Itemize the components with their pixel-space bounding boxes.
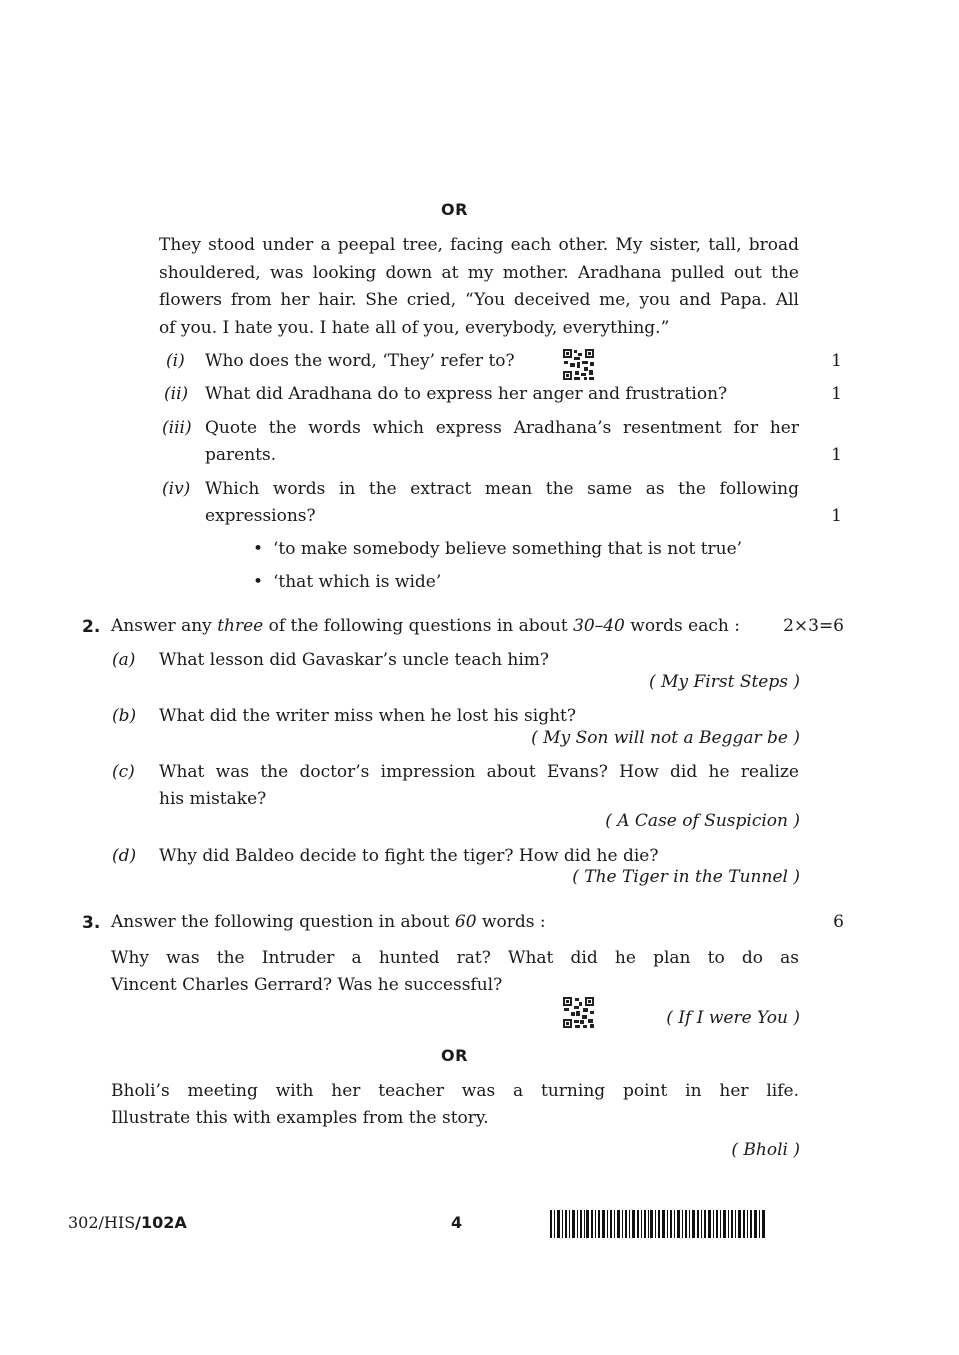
- extract-line: of you. I hate you. I hate all of you, everybody, everything.”: [159, 317, 670, 338]
- question-number: 2.: [82, 617, 101, 637]
- question-label: (iv): [162, 479, 191, 499]
- part-label: (d): [112, 846, 137, 866]
- extract-paragraph: [159, 232, 799, 342]
- part-text: What was the doctor’s impression about Evans? How did he realize: [159, 762, 799, 782]
- question-number: 3.: [82, 913, 101, 933]
- source-title: ( Bholi ): [731, 1140, 800, 1160]
- bullet-icon: •: [253, 572, 264, 592]
- bullet-item: ‘to make somebody believe something that is not true’: [273, 539, 743, 559]
- source-title: ( A Case of Suspicion ): [605, 811, 800, 831]
- part-text: What lesson did Gavaskar’s uncle teach him?: [159, 650, 550, 670]
- question-label: (ii): [164, 384, 189, 404]
- prompt-emphasis: three: [217, 616, 264, 636]
- question-text: expressions?: [205, 506, 316, 526]
- question-text: Illustrate this with examples from the story.: [111, 1108, 489, 1128]
- prompt-emphasis: 30–40: [573, 616, 625, 636]
- question-text: parents.: [205, 445, 277, 465]
- page-number: 4: [451, 1213, 463, 1232]
- paper-code-bold: /102A: [135, 1213, 187, 1232]
- source-title: ( The Tiger in the Tunnel ): [572, 867, 800, 887]
- source-title: ( My Son will not a Beggar be ): [531, 728, 800, 748]
- extract-line: shouldered, was looking down at my mother. Aradhana pulled out the: [159, 262, 799, 283]
- question-text: Which words in the extract mean the same as the following: [205, 479, 799, 499]
- question-text: Why was the Intruder a hunted rat? What did he plan to do as: [111, 948, 799, 968]
- question-text: Bholi’s meeting with her teacher was a turning point in her life.: [111, 1081, 799, 1101]
- question-label: (i): [166, 351, 185, 371]
- or-heading: OR: [441, 1046, 468, 1065]
- marks: 1: [831, 351, 842, 371]
- question-text: Who does the word, ‘They’ refer to?: [205, 351, 515, 371]
- question-prompt: [111, 616, 740, 636]
- marks: 1: [831, 445, 842, 465]
- barcode-icon: [550, 1210, 766, 1238]
- bullet-icon: •: [253, 539, 264, 559]
- source-title: ( My First Steps ): [649, 672, 800, 692]
- prompt-emphasis: 60: [454, 912, 477, 932]
- question-text: Quote the words which express Aradhana’s resentment for her: [205, 418, 799, 438]
- extract-line: They stood under a peepal tree, facing each other. My sister, tall, broad: [159, 235, 799, 255]
- extract-line: flowers from her hair. She cried, “You deceived me, you and Papa. All: [159, 290, 799, 310]
- part-text: What did the writer miss when he lost his sight?: [159, 706, 576, 726]
- question-text: Vincent Charles Gerrard? Was he successful?: [111, 975, 503, 995]
- or-heading: OR: [441, 200, 468, 219]
- paper-code: [68, 1213, 187, 1232]
- prompt-text: of the following questions in about: [263, 616, 574, 636]
- qr-code-icon: [562, 348, 595, 381]
- source-title: ( If I were You ): [666, 1008, 800, 1028]
- bullet-item: ‘that which is wide’: [273, 572, 442, 592]
- paper-code-plain: 302/HIS: [68, 1213, 136, 1232]
- marks: 1: [831, 506, 842, 526]
- marks: 1: [831, 384, 842, 404]
- part-text: Why did Baldeo decide to fight the tiger? How did he die?: [159, 846, 659, 866]
- part-label: (a): [112, 650, 136, 670]
- question-prompt: [111, 912, 546, 932]
- marks: 6: [833, 912, 844, 932]
- prompt-text: words :: [476, 912, 546, 932]
- prompt-text: Answer any: [111, 616, 218, 636]
- part-label: (b): [112, 706, 137, 726]
- prompt-text: Answer the following question in about: [111, 912, 455, 932]
- question-text: What did Aradhana do to express her anger and frustration?: [205, 384, 728, 404]
- prompt-text: words each :: [624, 616, 740, 636]
- part-label: (c): [112, 762, 135, 782]
- question-label: (iii): [162, 418, 192, 438]
- marks: 2×3=6: [783, 616, 844, 636]
- part-text: his mistake?: [159, 789, 267, 809]
